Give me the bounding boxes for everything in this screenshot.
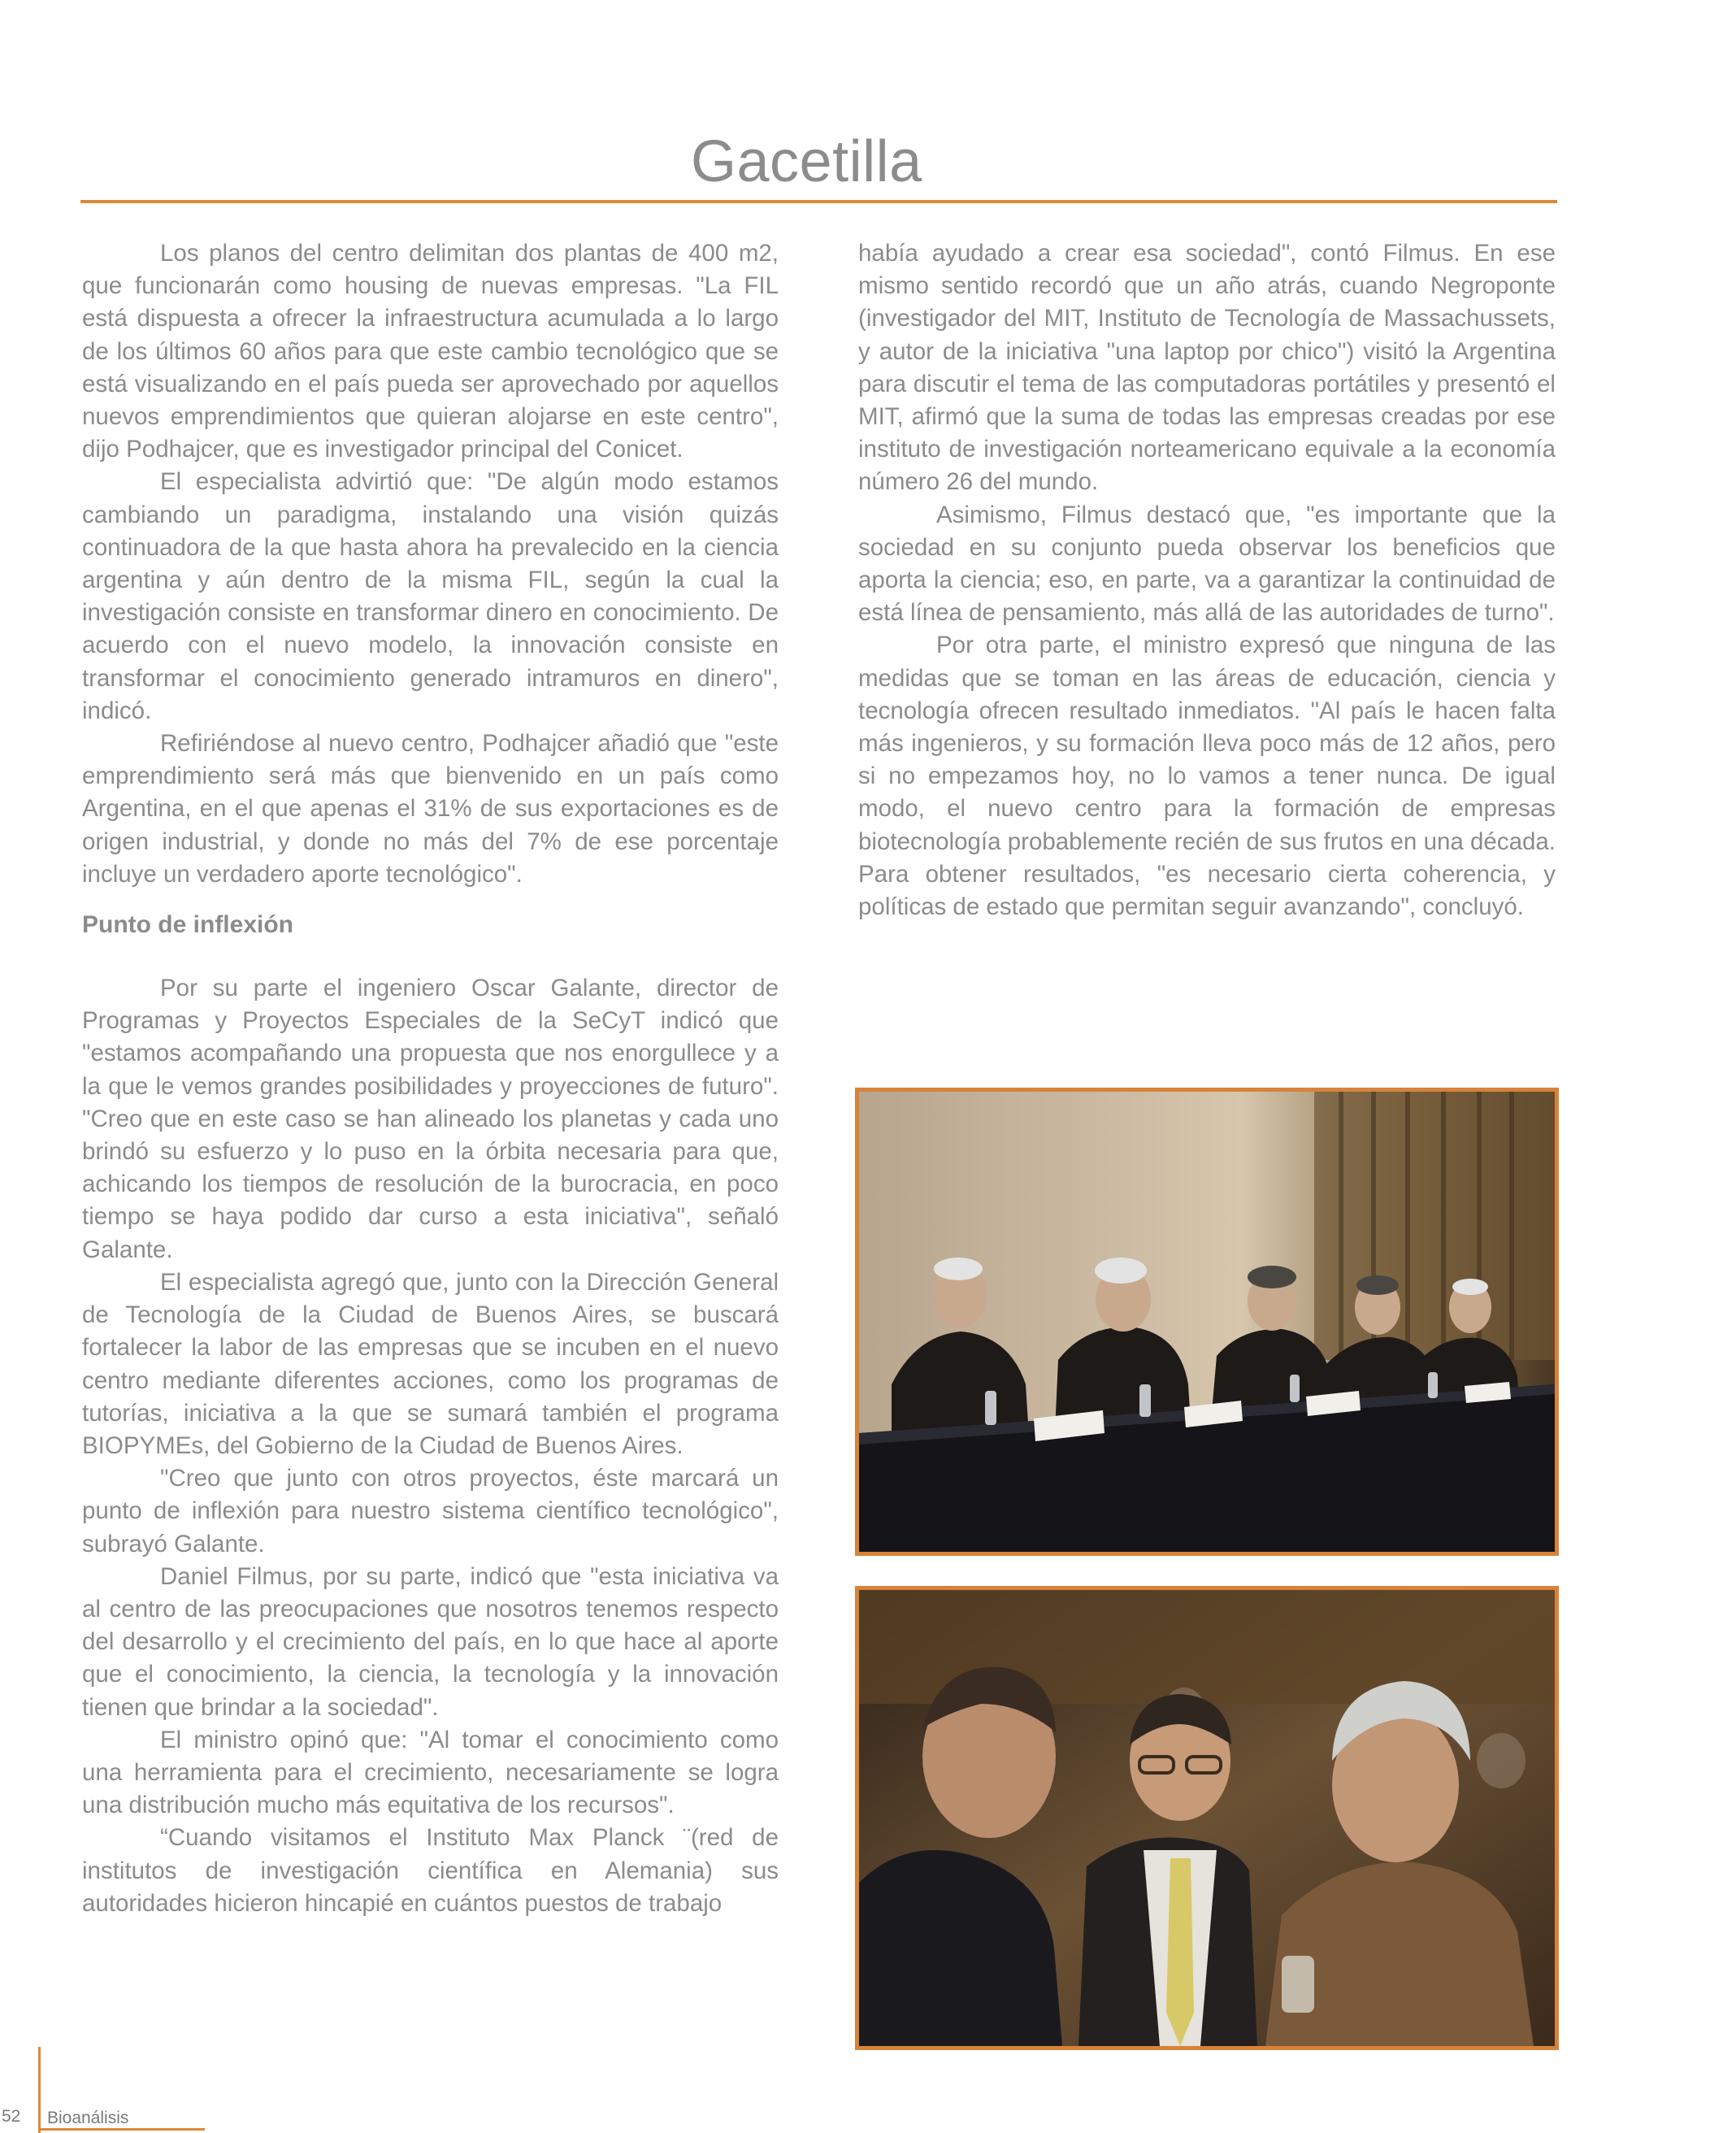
- paragraph: El especialista agregó que, junto con la Dirección General de Tecnología de la Ciudad de Buenos Aires, se buscará fortalecer la labor de las empresas que se incuben en el nuevo centro mediante diferentes acciones, como los programas de tutorías, iniciativa a la que se sumará también el programa BIOPYMEs, del Gobierno de la Ciudad de Buenos Aires.: [82, 1268, 779, 1459]
- photo-panel-table: [855, 1088, 1559, 1556]
- spacer: [82, 941, 779, 972]
- paragraph: Daniel Filmus, por su parte, indicó que "esta iniciativa va al centro de las preocupaciones que nosotros tenemos respecto del desarrollo y el crecimiento del país, en lo que hace al aporte que el conocimiento, la ciencia, la tecnología y la innovación tienen que brindar a la sociedad".: [82, 1562, 779, 1721]
- paragraph-continuation: había ayudado a crear esa sociedad", contó Filmus. En ese mismo sentido recordó que un año atrás, cuando Negroponte (investigador del MIT, Instituto de Tecnología de Massachussets, y autor de la iniciativa "una laptop por chico") visitó la Argentina para discutir el tema de las computadoras portátiles y presentó el MIT, afirmó que la suma de todas las empresas creadas por ese instituto de investigación norteamericano equivale a la economía número 26 del mundo.: [858, 240, 1556, 496]
- left-column: [82, 237, 779, 1920]
- paragraph: Los planos del centro delimitan dos plantas de 400 m2, que funcionarán como housing de nuevas empresas. "La FIL está dispuesta a ofrecer la infraestructura acumulada a lo largo de los últimos 60 años para que este cambio tecnológico que se está visualizando en el país pueda ser aprovechado por aquellos nuevos emprendimientos que quieran alojarse en este centro", dijo Podhajcer, que es investigador principal del Conicet.: [82, 240, 779, 463]
- paragraph: "Creo que junto con otros proyectos, éste marcará un punto de inflexión para nuestro sistema científico tecnológico", subrayó Galante.: [82, 1465, 779, 1557]
- paragraph: Por su parte el ingeniero Oscar Galante, director de Programas y Proyectos Especiales de la SeCyT indicó que "estamos acompañando una propuesta que nos enorgullece y a la que le vemos grandes posibilidades y proyecciones de futuro". "Creo que en este caso se han alineado los planetas y cada uno brindó su esfuerzo y lo puso en la órbita necesaria para que, achicando los tiempos de resolución de la burocracia, en poco tiempo se haya podido dar curso a esta iniciativa", señaló Galante.: [82, 975, 779, 1263]
- photo-conversation-image: [859, 1590, 1555, 2046]
- paragraph: “Cuando visitamos el Instituto Max Planck ¨(red de institutos de investigación científica en Alemania) sus autoridades hicieron hincapié en cuántos puestos de trabajo: [82, 1824, 779, 1917]
- paragraph: Por otra parte, el ministro expresó que ninguna de las medidas que se toman en las áreas de educación, ciencia y tecnología ofrecen resultado inmediatos. "Al país le hacen falta más ingenieros, y su formación lleva poco más de 12 años, pero si no empezamos hoy, no lo vamos a tener nunca. De igual modo, el nuevo centro para la formación de empresas biotecnología probablemente recién de sus frutos en una década. Para obtener resultados, "es necesario cierta coherencia, y políticas de estado que permitan seguir avanzando", concluyó.: [858, 632, 1556, 921]
- magazine-name: Bioanálisis: [47, 2109, 129, 2127]
- photo-conversation: [855, 1586, 1559, 2050]
- right-column: [858, 237, 1556, 923]
- section-title: Gacetilla: [691, 129, 922, 194]
- title-rule: [80, 200, 1557, 203]
- photo-panel-table-image: [859, 1092, 1555, 1552]
- paragraph: El ministro opinó que: "Al tomar el conocimiento como una herramienta para el crecimiento, necesariamente se logra una distribución mucho más equitativa de los recursos".: [82, 1726, 779, 1819]
- subheading: Punto de inflexión: [82, 911, 293, 939]
- paragraph: Refiriéndose al nuevo centro, Podhajcer añadió que "este emprendimiento será más que bienvenido en un país como Argentina, en el que apenas el 31% de sus exportaciones es de origen industrial, y donde no más del 7% de ese porcentaje incluye un verdadero aporte tecnológico".: [82, 730, 779, 888]
- footer-horizontal-rule: [41, 2128, 205, 2131]
- footer-vertical-rule: [38, 2047, 41, 2133]
- paragraph: El especialista advirtió que: "De algún modo estamos cambiando un paradigma, instalando una visión quizás continuadora de la que hasta ahora ha prevalecido en la ciencia argentina y aún dentro de la misma FIL, según la cual la investigación consiste en transformar dinero en conocimiento. De acuerdo con el nuevo modelo, la innovación consiste en transformar el conocimiento generado intramuros en dinero", indicó.: [82, 468, 779, 724]
- paragraph: Asimismo, Filmus destacó que, "es importante que la sociedad en su conjunto pueda observar los beneficios que aporta la ciencia; eso, en parte, va a garantizar la continuidad de está línea de pensamiento, más allá de las autoridades de turno".: [858, 501, 1556, 627]
- page-number: 52: [2, 2107, 21, 2126]
